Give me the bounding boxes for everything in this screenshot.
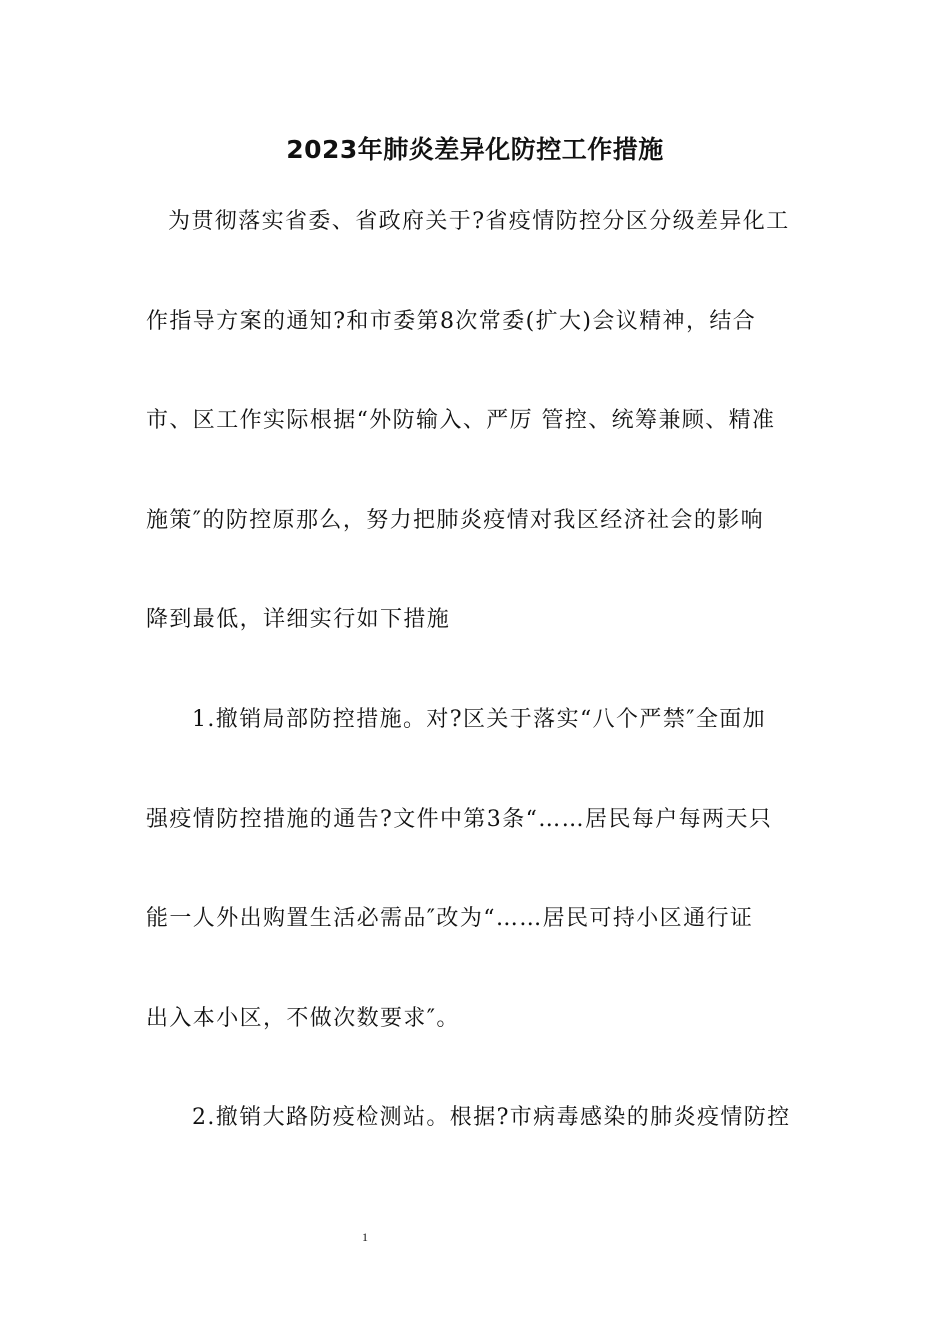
paragraph-line: 为贯彻落实省委、省政府关于?省疫情防控分区分级差异化工 (168, 209, 790, 234)
paragraph-line: 强疫情防控措施的通告?文件中第3条“……居民每户每两天只 (146, 807, 773, 832)
paragraph-line: 出入本小区，不做次数要求″。 (146, 1006, 460, 1031)
paragraph-line: 施策″的防控原那么，努力把肺炎疫情对我区经济社会的影响 (146, 508, 765, 533)
page-number: 1 (362, 1230, 368, 1244)
paragraph-line: 1.撤销局部防控措施。对?区关于落实“八个严禁″全面加 (192, 707, 767, 732)
paragraph-line: 2.撤销大路防疫检测站。根据?市病毒感染的肺炎疫情防控 (192, 1105, 791, 1130)
paragraph-line: 市、区工作实际根据“外防输入、严厉 管控、统筹兼顾、精准 (146, 408, 776, 433)
document-title: 2023年肺炎差异化防控工作措施 (286, 135, 664, 164)
paragraph-line: 能一人外出购置生活必需品″改为“……居民可持小区通行证 (146, 906, 754, 931)
paragraph-line: 作指导方案的通知?和市委第8次常委(扩大)会议精神，结合 (146, 309, 757, 334)
paragraph-line: 降到最低，详细实行如下措施 (146, 607, 451, 632)
